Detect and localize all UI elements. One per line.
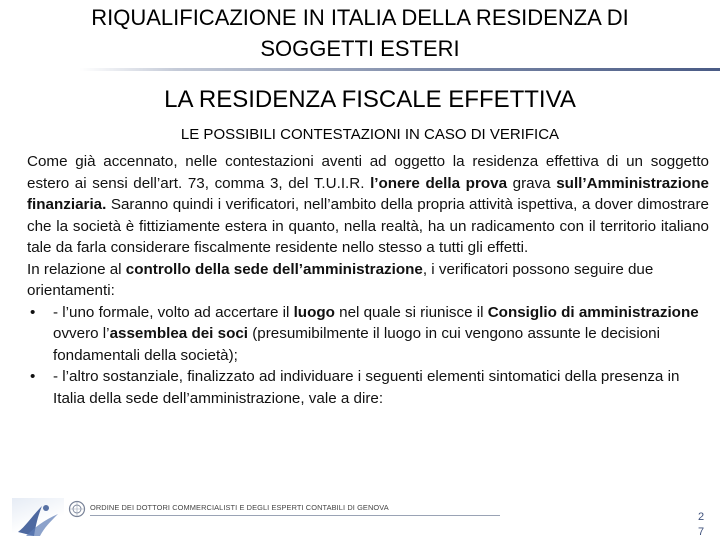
slide-title-line-2: SOGGETTI ESTERI (260, 36, 460, 61)
bold-run: assemblea dei soci (109, 325, 249, 342)
seal-emblem-icon (68, 500, 86, 518)
page-number-digit-1: 2 (697, 511, 705, 523)
bold-run: Consiglio di amministrazione (487, 303, 699, 321)
title-divider (80, 68, 720, 71)
paragraph-controllo-sede (27, 259, 709, 302)
bold-run: sull’Amministrazione finanziaria. (27, 174, 709, 213)
bullet-item-formale (27, 302, 709, 367)
text-run: In relazione al (27, 260, 126, 278)
bullet-list (27, 302, 709, 410)
page-number-digit-2: 7 (697, 526, 705, 538)
bold-run: luogo (293, 303, 335, 321)
body-text (27, 151, 709, 409)
text-run: ovvero l’ (53, 325, 110, 342)
text-run: Come già accennato, nelle contestazioni aventi ad oggetto la residenza effettiva di un soggetto estero ai sensi dell’art. 73, comma 3, del T.U.I.R. (27, 153, 709, 192)
text-run: - l’altro sostanziale, finalizzato ad individuare i seguenti elementi sintomatici della presenza in Italia della sede dell’amministrazione, vale a dire: (53, 368, 680, 407)
section-heading: LE POSSIBILI CONTESTAZIONI IN CASO DI VERIFICA (180, 126, 560, 143)
slide-title-line-1: RIQUALIFICAZIONE IN ITALIA DELLA RESIDENZA DI (91, 5, 629, 30)
footer-organization: ORDINE DEI DOTTORI COMMERCIALISTI E DEGLI ESPERTI CONTABILI DI GENOVA (90, 503, 510, 517)
text-run: , i verificatori possono seguire due orientamenti: (27, 260, 654, 299)
text-run: (presumibilmente il luogo in cui vengono assunte le decisioni fondamentali della società); (53, 325, 660, 364)
slide-subtitle: LA RESIDENZA FISCALE EFFETTIVA (164, 86, 576, 113)
text-run: Saranno quindi i verificatori, nell’ambito della propria attività ispettiva, a dover dimostrare che la società è fittiziamente estera in quanto, nella realtà, ha un radicamento con il territorio italiano tale da farla considerare fiscalmente residente nello stesso a tutti gli effetti. (27, 196, 709, 256)
odcec-logo-icon (12, 498, 64, 540)
page-number (690, 510, 712, 540)
paragraph-onere-prova (27, 151, 709, 259)
text-run: - l’uno formale, volto ad accertare il (53, 303, 294, 321)
footer-divider (90, 515, 500, 516)
bold-run: l’onere della prova (370, 174, 508, 192)
text-run: grava (507, 174, 557, 192)
bullet-marker: • (30, 303, 36, 321)
text-run: nel quale si riunisce il (334, 303, 488, 321)
bullet-item-sostanziale (27, 366, 709, 409)
bullet-marker: • (30, 368, 36, 385)
slide-title (0, 2, 720, 64)
bold-run: controllo della sede dell’amministrazione (125, 260, 423, 278)
